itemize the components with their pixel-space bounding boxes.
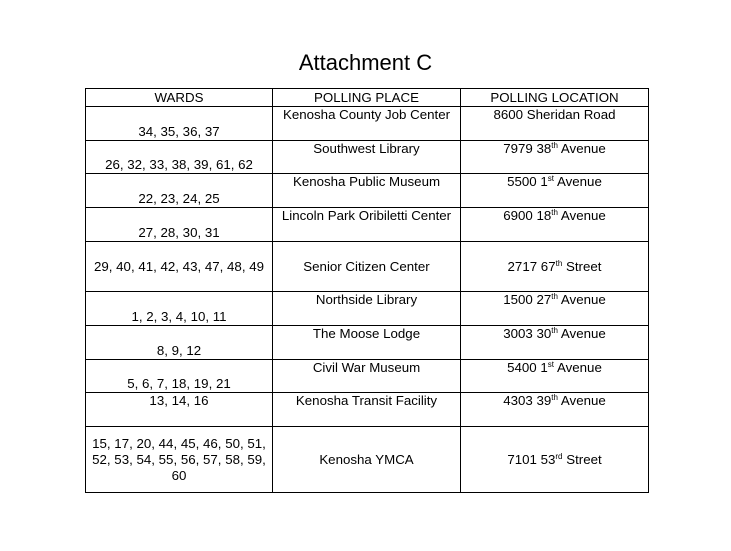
- table-header-row: [86, 89, 649, 107]
- address-number: 3003 30: [503, 326, 552, 341]
- table-row: [86, 292, 649, 326]
- polling-location-cell: [461, 427, 649, 493]
- table-row: [86, 242, 649, 292]
- polling-location-cell: [461, 141, 649, 174]
- polling-place-cell: Kenosha County Job Center: [273, 107, 461, 141]
- polling-location-cell: [461, 174, 649, 208]
- polling-place-cell: Kenosha Transit Facility: [273, 393, 461, 427]
- address-street-type: Street: [562, 451, 602, 467]
- wards-cell: 34, 35, 36, 37: [86, 107, 273, 141]
- address-number: 6900 18: [503, 208, 552, 223]
- address-ordinal-suffix: th: [551, 141, 558, 150]
- wards-cell: 8, 9, 12: [86, 326, 273, 360]
- address-ordinal-suffix: th: [555, 258, 563, 268]
- polling-location-cell: [461, 208, 649, 242]
- header-polling-location: POLLING LOCATION: [461, 89, 649, 107]
- address-street-type: Avenue: [557, 208, 606, 223]
- table-row: [86, 360, 649, 393]
- table-row: [86, 174, 649, 208]
- address-number: 1500 27: [503, 292, 552, 307]
- wards-cell: 29, 40, 41, 42, 43, 47, 48, 49: [86, 242, 273, 292]
- polling-location-cell: [461, 242, 649, 292]
- address-street-type: Avenue: [554, 360, 602, 375]
- address-ordinal-suffix: th: [551, 208, 558, 217]
- polling-place-cell: Southwest Library: [273, 141, 461, 174]
- address-number: 5500 1: [507, 174, 548, 189]
- address-ordinal-suffix: th: [551, 326, 558, 335]
- polling-place-cell: Kenosha Public Museum: [273, 174, 461, 208]
- address-ordinal-suffix: st: [547, 174, 555, 183]
- wards-cell: 1, 2, 3, 4, 10, 11: [86, 292, 273, 326]
- polling-place-cell: Kenosha YMCA: [273, 427, 461, 493]
- address-street-type: Avenue: [554, 174, 602, 189]
- address-ordinal-suffix: st: [547, 360, 555, 369]
- polling-place-cell: Northside Library: [273, 292, 461, 326]
- wards-cell: 22, 23, 24, 25: [86, 174, 273, 208]
- address-number: 7101 53: [507, 451, 556, 467]
- polling-location-cell: [461, 292, 649, 326]
- address-street-type: Avenue: [557, 141, 606, 156]
- table-row: [86, 326, 649, 360]
- polling-place-cell: The Moose Lodge: [273, 326, 461, 360]
- wards-cell: 26, 32, 33, 38, 39, 61, 62: [86, 141, 273, 174]
- table-row: [86, 107, 649, 141]
- polling-table: [85, 88, 649, 493]
- wards-cell: 27, 28, 30, 31: [86, 208, 273, 242]
- document-title: Attachment C: [298, 50, 433, 75]
- address-number: 8600 Sheridan Road: [493, 107, 616, 122]
- table-row: [86, 141, 649, 174]
- address-number: 2717 67: [507, 258, 556, 274]
- polling-location-cell: [461, 360, 649, 393]
- table-row: [86, 208, 649, 242]
- header-wards: WARDS: [86, 89, 273, 107]
- address-street-type: Avenue: [557, 393, 606, 408]
- polling-place-cell: Lincoln Park Oribiletti Center: [273, 208, 461, 242]
- wards-cell: 5, 6, 7, 18, 19, 21: [86, 360, 273, 393]
- wards-cell: 15, 17, 20, 44, 45, 46, 50, 51, 52, 53, 54, 55, 56, 57, 58, 59, 60: [86, 427, 273, 493]
- address-number: 5400 1: [507, 360, 548, 375]
- address-ordinal-suffix: th: [551, 393, 558, 402]
- address-ordinal-suffix: rd: [555, 451, 563, 461]
- address-street-type: Street: [562, 258, 602, 274]
- polling-location-cell: [461, 393, 649, 427]
- polling-location-cell: [461, 107, 649, 141]
- table-row: [86, 427, 649, 493]
- polling-place-cell: Civil War Museum: [273, 360, 461, 393]
- address-street-type: Avenue: [557, 292, 606, 307]
- table-row: [86, 393, 649, 427]
- address-ordinal-suffix: th: [551, 292, 558, 301]
- address-number: 4303 39: [503, 393, 552, 408]
- polling-location-cell: [461, 326, 649, 360]
- address-street-type: Avenue: [557, 326, 606, 341]
- address-number: 7979 38: [503, 141, 552, 156]
- header-polling-place: POLLING PLACE: [273, 89, 461, 107]
- wards-cell: 13, 14, 16: [86, 393, 273, 427]
- polling-place-cell: Senior Citizen Center: [273, 242, 461, 292]
